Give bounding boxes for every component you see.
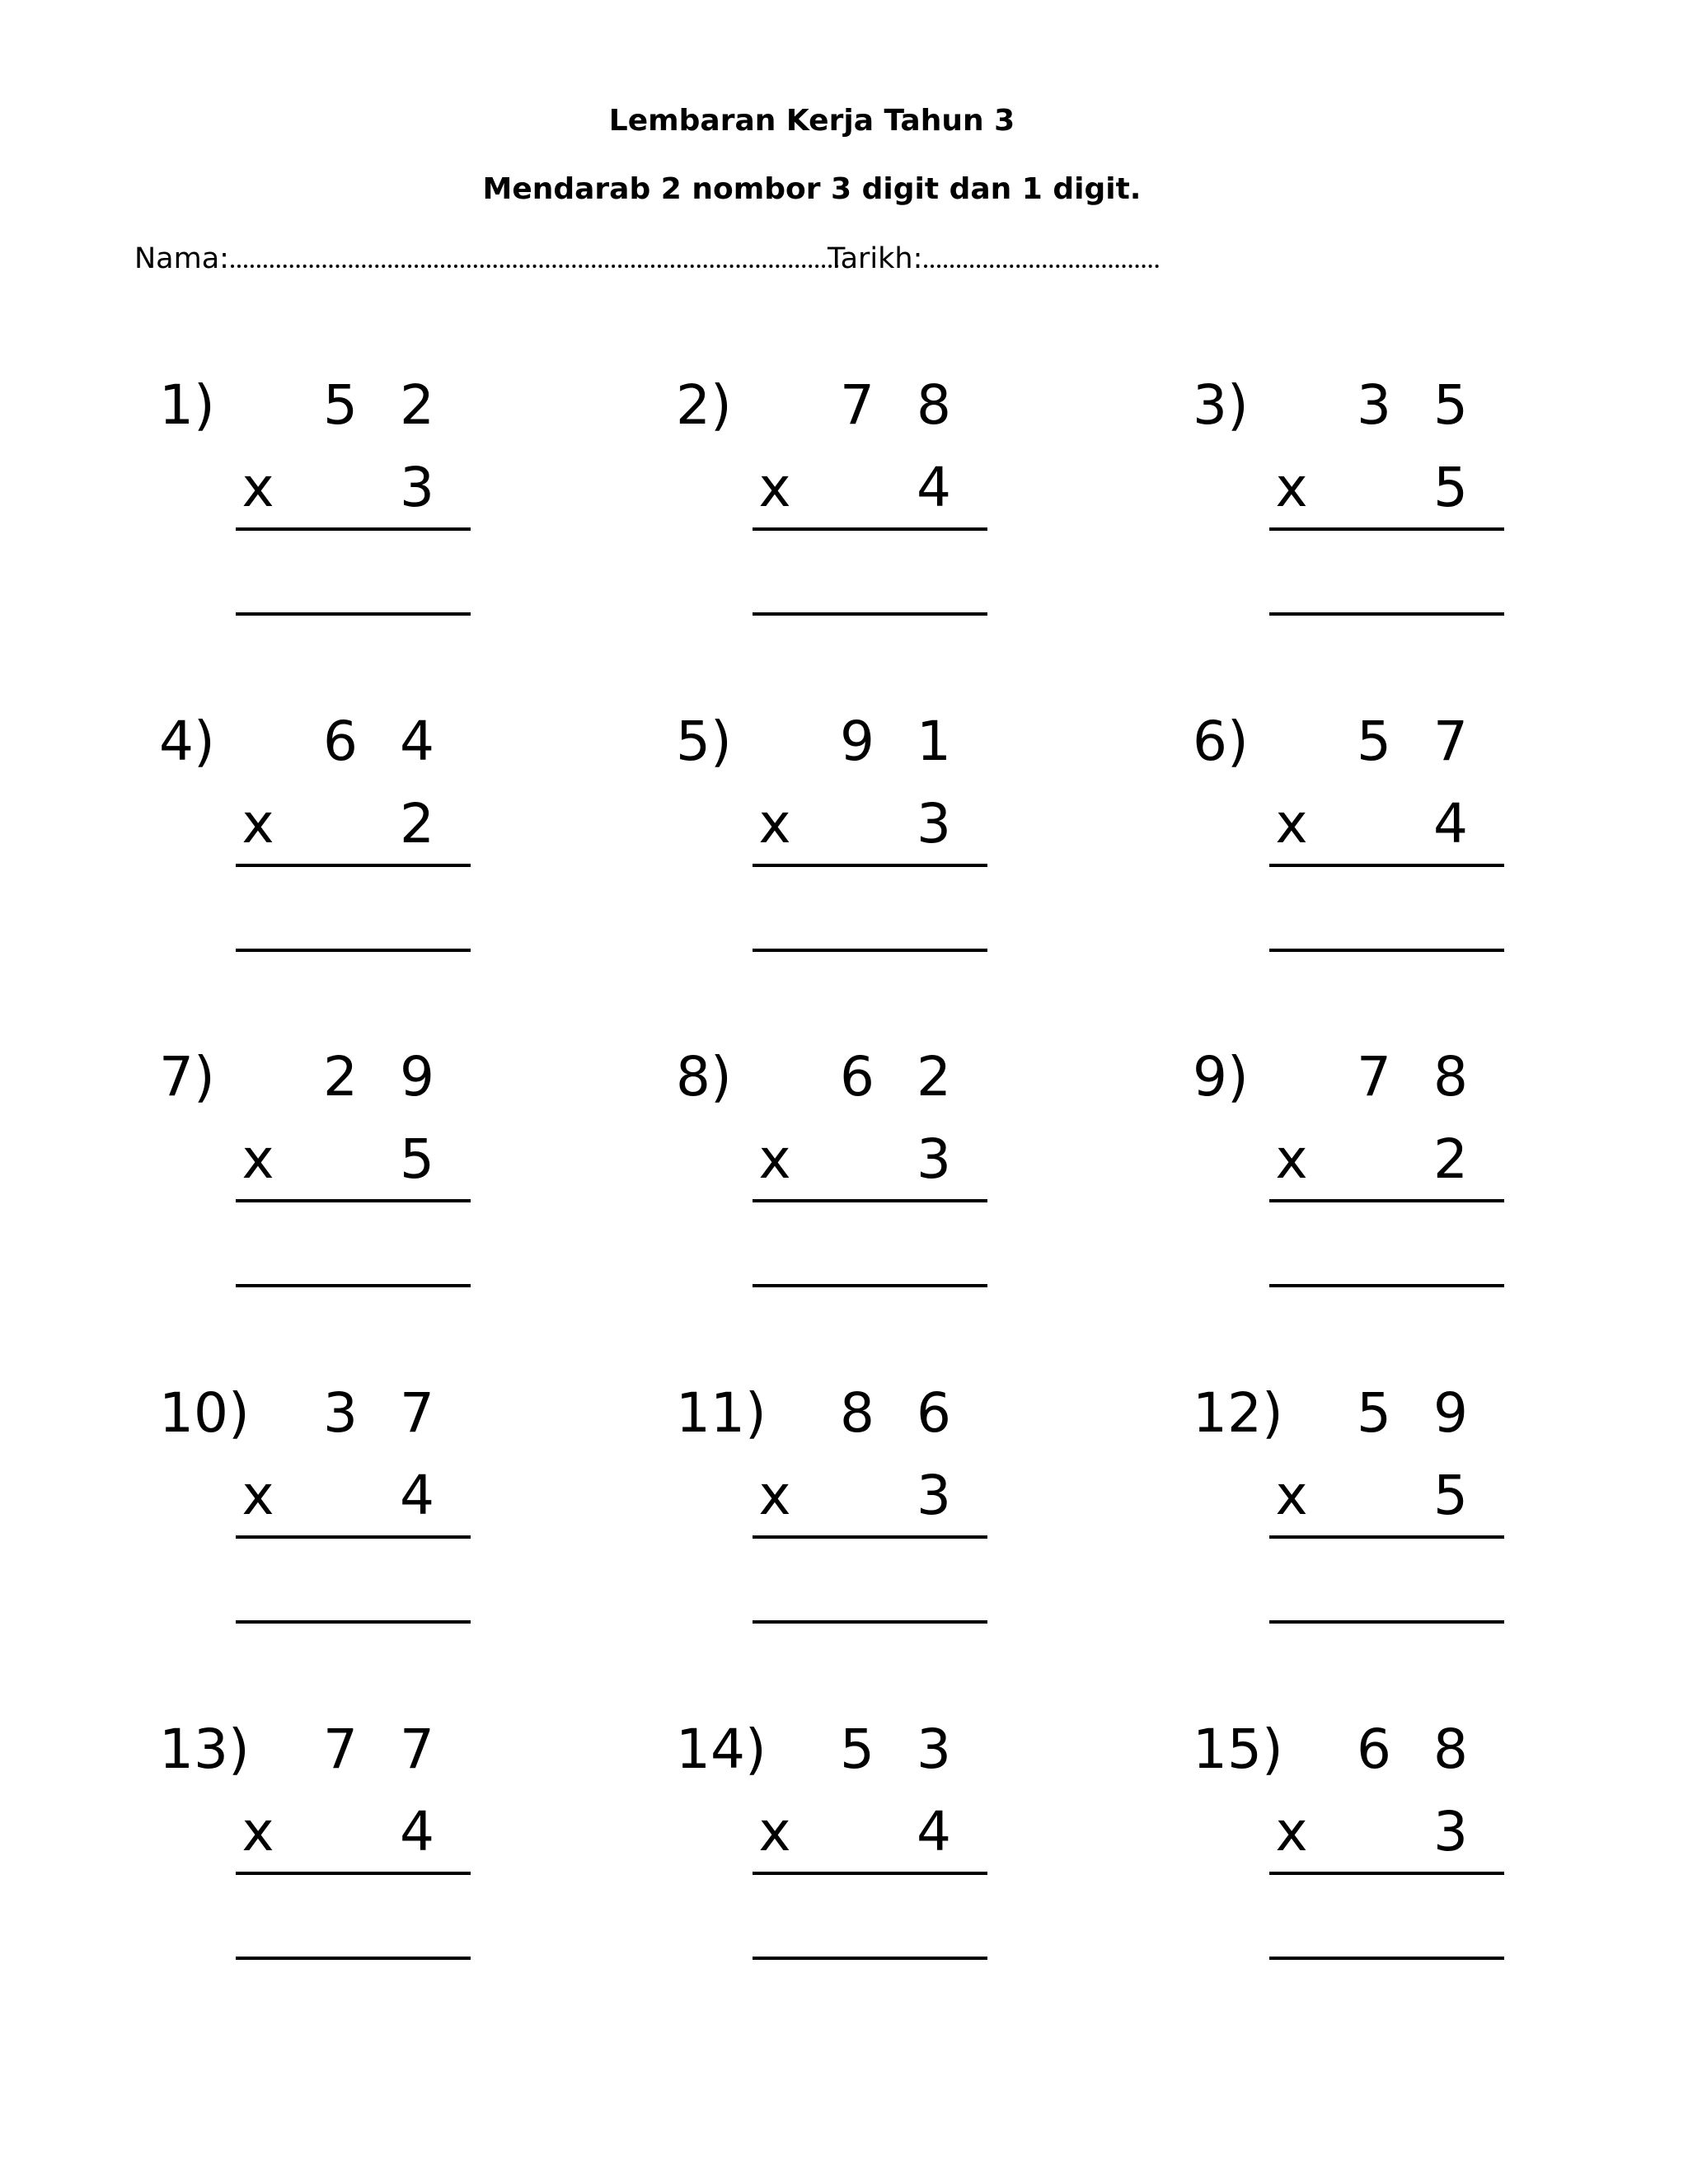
- problem-5: [651, 701, 1113, 972]
- problem-number: 15): [1193, 1718, 1283, 1781]
- problem-rule: [236, 1535, 471, 1539]
- tens-digit: 5: [1357, 710, 1391, 773]
- tens-digit: 8: [840, 1381, 874, 1445]
- answer-line[interactable]: [753, 1284, 987, 1287]
- multiply-sign: x: [758, 1127, 791, 1191]
- multiplier: 3: [917, 1464, 951, 1527]
- problem-1: [134, 364, 596, 636]
- multiplier: 3: [917, 792, 951, 855]
- problem-number: 1): [159, 373, 215, 437]
- answer-line[interactable]: [1269, 1620, 1504, 1624]
- problem-rule: [753, 527, 987, 531]
- ones-digit: 5: [1433, 373, 1468, 437]
- problem-number: 12): [1193, 1381, 1283, 1445]
- problem-number: 7): [159, 1045, 215, 1108]
- answer-line[interactable]: [753, 1957, 987, 1960]
- multiply-sign: x: [758, 1464, 791, 1527]
- answer-line[interactable]: [236, 1957, 471, 1960]
- multiply-sign: x: [241, 456, 274, 519]
- problem-8: [651, 1036, 1113, 1308]
- ones-digit: 4: [400, 710, 434, 773]
- ones-digit: 8: [917, 373, 951, 437]
- answer-line[interactable]: [236, 1284, 471, 1287]
- tens-digit: 5: [1357, 1381, 1391, 1445]
- problem-15: [1168, 1708, 1629, 1980]
- ones-digit: 9: [1433, 1381, 1468, 1445]
- multiplier: 5: [1433, 456, 1468, 519]
- multiplier: 2: [400, 792, 434, 855]
- tens-digit: 3: [1357, 373, 1391, 437]
- answer-line[interactable]: [236, 949, 471, 952]
- multiply-sign: x: [1275, 1800, 1308, 1863]
- multiply-sign: x: [1275, 1127, 1308, 1191]
- problem-number: 9): [1193, 1045, 1249, 1108]
- problem-number: 13): [159, 1718, 250, 1781]
- date-label: Tarikh:: [828, 242, 923, 275]
- ones-digit: 6: [917, 1381, 951, 1445]
- multiply-sign: x: [241, 1464, 274, 1527]
- problem-rule: [753, 1199, 987, 1202]
- multiplier: 5: [400, 1127, 434, 1191]
- multiply-sign: x: [758, 456, 791, 519]
- multiplier: 5: [1433, 1464, 1468, 1527]
- problem-11: [651, 1372, 1113, 1644]
- problem-2: [651, 364, 1113, 636]
- worksheet-subtitle: Mendarab 2 nombor 3 digit dan 1 digit.: [482, 172, 1142, 206]
- ones-digit: 2: [917, 1045, 951, 1108]
- answer-line[interactable]: [236, 1620, 471, 1624]
- multiplier: 4: [917, 1800, 951, 1863]
- answer-line[interactable]: [236, 612, 471, 616]
- multiply-sign: x: [758, 792, 791, 855]
- problem-13: [134, 1708, 596, 1980]
- problem-6: [1168, 701, 1629, 972]
- multiply-sign: x: [241, 792, 274, 855]
- ones-digit: 9: [400, 1045, 434, 1108]
- problem-number: 5): [676, 710, 732, 773]
- problem-rule: [236, 1199, 471, 1202]
- tens-digit: 3: [323, 1381, 358, 1445]
- multiply-sign: x: [1275, 792, 1308, 855]
- ones-digit: 1: [917, 710, 951, 773]
- problem-14: [651, 1708, 1113, 1980]
- problem-rule: [753, 1535, 987, 1539]
- answer-line[interactable]: [753, 1620, 987, 1624]
- problem-rule: [1269, 864, 1504, 867]
- problem-rule: [236, 864, 471, 867]
- problem-12: [1168, 1372, 1629, 1644]
- problem-7: [134, 1036, 596, 1308]
- tens-digit: 6: [323, 710, 358, 773]
- problem-rule: [1269, 1872, 1504, 1875]
- tens-digit: 7: [840, 373, 874, 437]
- multiplier: 3: [400, 456, 434, 519]
- multiplier: 3: [917, 1127, 951, 1191]
- answer-line[interactable]: [1269, 612, 1504, 616]
- problem-rule: [236, 527, 471, 531]
- multiplier: 4: [400, 1800, 434, 1863]
- problem-number: 11): [676, 1381, 767, 1445]
- problem-3: [1168, 364, 1629, 636]
- problem-rule: [753, 1872, 987, 1875]
- multiplier: 4: [400, 1464, 434, 1527]
- tens-digit: 7: [323, 1718, 358, 1781]
- problem-number: 14): [676, 1718, 767, 1781]
- date-field[interactable]: [828, 241, 1159, 277]
- problem-rule: [1269, 527, 1504, 531]
- problem-number: 8): [676, 1045, 732, 1108]
- problem-number: 6): [1193, 710, 1249, 773]
- ones-digit: 8: [1433, 1045, 1468, 1108]
- problem-rule: [1269, 1535, 1504, 1539]
- problem-number: 4): [159, 710, 215, 773]
- name-field[interactable]: [134, 241, 839, 277]
- ones-digit: 7: [400, 1718, 434, 1781]
- problem-number: 3): [1193, 373, 1249, 437]
- ones-digit: 7: [1433, 710, 1468, 773]
- answer-line[interactable]: [753, 949, 987, 952]
- ones-digit: 3: [917, 1718, 951, 1781]
- problem-rule: [236, 1872, 471, 1875]
- ones-digit: 7: [400, 1381, 434, 1445]
- problem-10: [134, 1372, 596, 1644]
- multiply-sign: x: [1275, 1464, 1308, 1527]
- name-answer-line[interactable]: [231, 258, 839, 268]
- problem-number: 10): [159, 1381, 250, 1445]
- tens-digit: 9: [840, 710, 874, 773]
- tens-digit: 6: [1357, 1718, 1391, 1781]
- worksheet-title: Lembaran Kerja Tahun 3: [608, 104, 1015, 138]
- multiplier: 4: [1433, 792, 1468, 855]
- ones-digit: 8: [1433, 1718, 1468, 1781]
- multiply-sign: x: [758, 1800, 791, 1863]
- multiply-sign: x: [1275, 456, 1308, 519]
- tens-digit: 2: [323, 1045, 358, 1108]
- tens-digit: 5: [840, 1718, 874, 1781]
- problem-4: [134, 701, 596, 972]
- multiply-sign: x: [241, 1800, 274, 1863]
- tens-digit: 7: [1357, 1045, 1391, 1108]
- tens-digit: 6: [840, 1045, 874, 1108]
- answer-line[interactable]: [753, 612, 987, 616]
- multiplier: 2: [1433, 1127, 1468, 1191]
- answer-line[interactable]: [1269, 1957, 1504, 1960]
- problem-rule: [753, 864, 987, 867]
- ones-digit: 2: [400, 373, 434, 437]
- date-answer-line[interactable]: [924, 258, 1159, 268]
- multiplier: 3: [1433, 1800, 1468, 1863]
- tens-digit: 5: [323, 373, 358, 437]
- problem-rule: [1269, 1199, 1504, 1202]
- problem-9: [1168, 1036, 1629, 1308]
- answer-line[interactable]: [1269, 949, 1504, 952]
- name-label: Nama:: [134, 242, 229, 275]
- problem-number: 2): [676, 373, 732, 437]
- multiply-sign: x: [241, 1127, 274, 1191]
- multiplier: 4: [917, 456, 951, 519]
- answer-line[interactable]: [1269, 1284, 1504, 1287]
